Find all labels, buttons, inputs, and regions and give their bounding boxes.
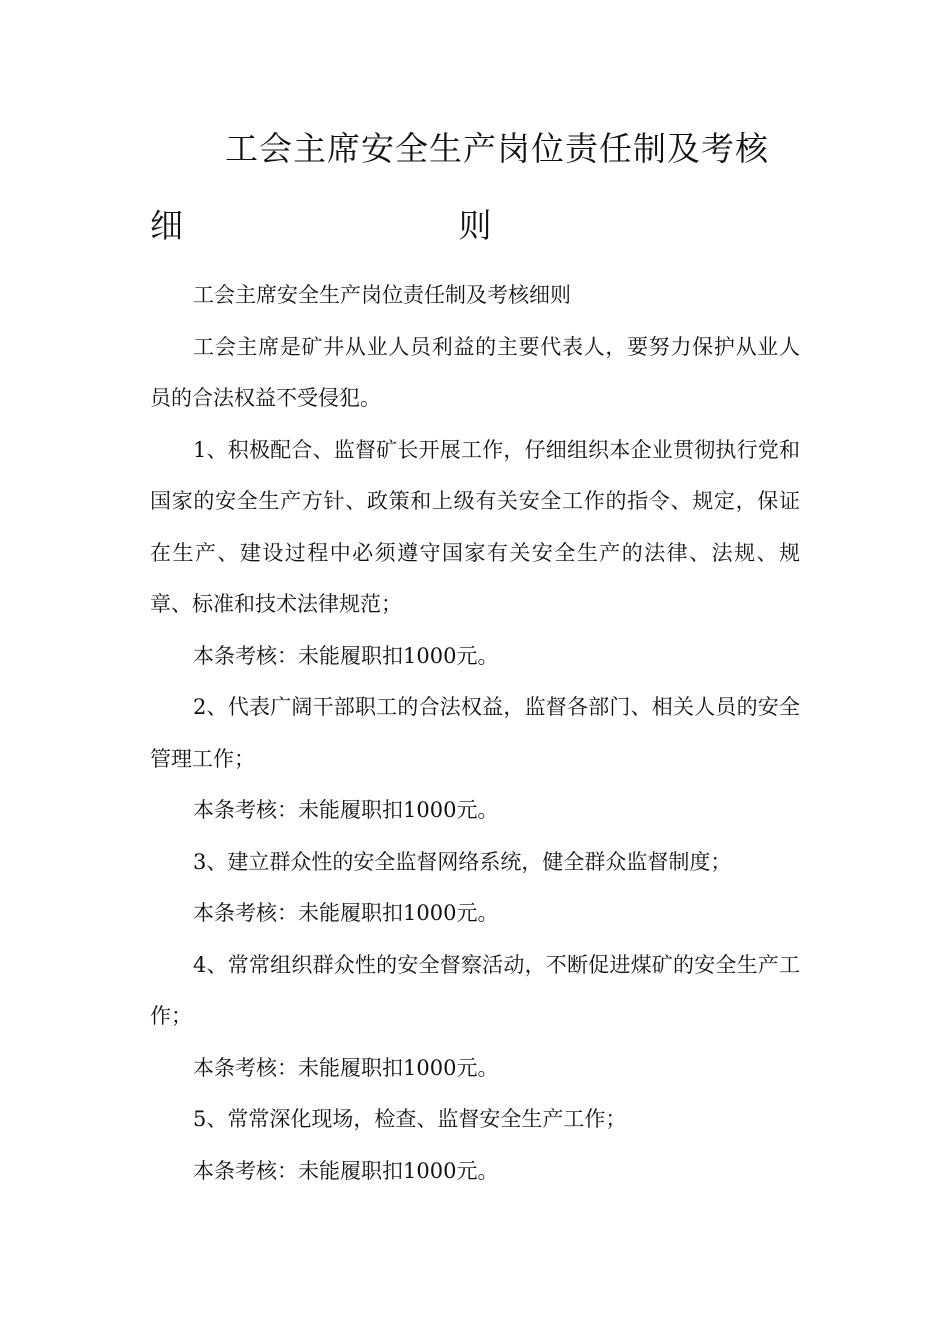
clause-1-assessment: 本条考核：未能履职扣1000元。 xyxy=(193,643,499,668)
document-title: 工会主席安全生产岗位责任制及考核细 xyxy=(150,129,769,245)
clause-1-paragraph: 1、积极配合、监督矿长开展工作，仔细组织本企业贯彻执行党和国家的安全生产方针、政策和上级有关安全工作的指令、规定，保证在生产、建设过程中必须遵守国家有关安全生产的法律、法规、规章、标准和技术法律规范； xyxy=(150,437,800,616)
clause-3-paragraph: 3、建立群众性的安全监督网络系统，健全群众监督制度； xyxy=(193,849,732,874)
clause-2-paragraph: 2、代表广阔干部职工的合法权益，监督各部门、相关人员的安全管理工作； xyxy=(150,695,800,771)
intro-paragraph: 工会主席是矿井从业人员利益的主要代表人，要努力保护从业人员的合法权益不受侵犯。 xyxy=(150,334,800,410)
subtitle-paragraph: 工会主席安全生产岗位责任制及考核细则 xyxy=(193,283,571,307)
clause-5-assessment: 本条考核：未能履职扣1000元。 xyxy=(193,1158,499,1183)
document-title-continuation: 则 xyxy=(458,206,492,245)
clause-4-paragraph: 4、常常组织群众性的安全督察活动，不断促进煤矿的安全生产工作； xyxy=(150,952,800,1028)
clause-5-paragraph: 5、常常深化现场，检查、监督安全生产工作； xyxy=(193,1107,627,1131)
clause-2-assessment: 本条考核：未能履职扣1000元。 xyxy=(193,798,499,822)
document-body xyxy=(150,270,800,1197)
clause-4-assessment: 本条考核：未能履职扣1000元。 xyxy=(193,1055,499,1080)
clause-3-assessment: 本条考核：未能履职扣1000元。 xyxy=(193,901,499,925)
